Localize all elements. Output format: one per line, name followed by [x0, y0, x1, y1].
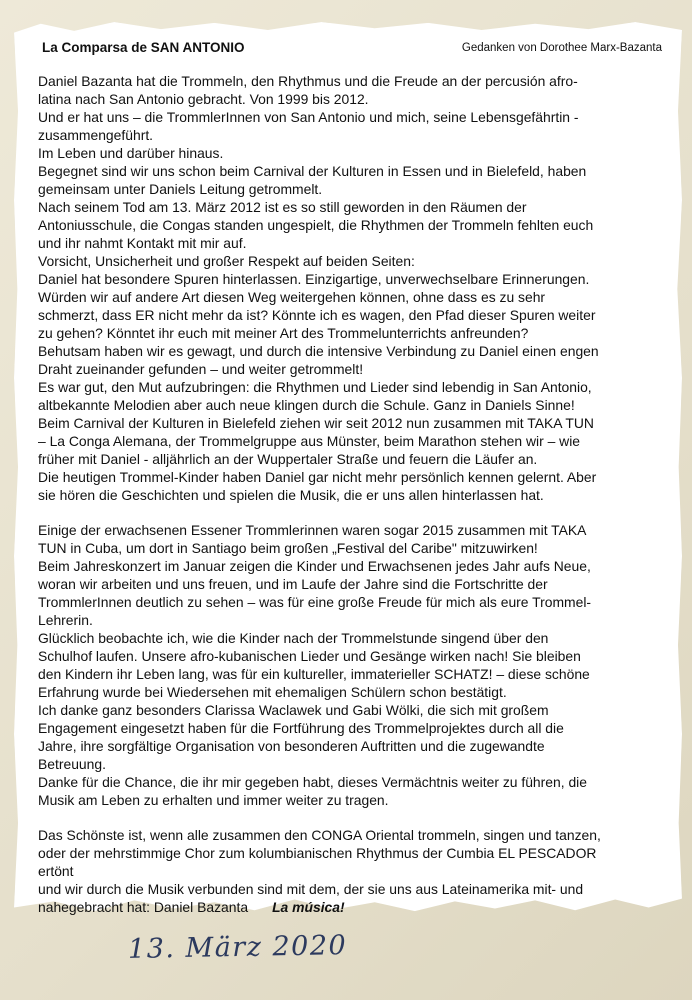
text-line: Engagement eingesetzt haben für die Fortführung des Trommelprojektes durch all die	[38, 720, 564, 736]
paragraph-gap	[38, 504, 668, 521]
text-line: oder der mehrstimmige Chor zum kolumbianischen Rhythmus der Cumbia EL PESCADOR	[38, 845, 597, 861]
text-line: Daniel hat besondere Spuren hinterlassen. Einzigartige, unverwechselbare Erinnerungen.	[38, 271, 590, 287]
text-line: sie hören die Geschichten und spielen die Musik, die er uns allen hinterlassen hat.	[38, 487, 544, 503]
text-line: Begegnet sind wir uns schon beim Carnival der Kulturen in Essen und in Bielefeld, haben	[38, 163, 587, 179]
text-line: Erfahrung wurde bei Wiedersehen mit ehemaligen Schülern schon bestätigt.	[38, 684, 507, 700]
text-line: Beim Jahreskonzert im Januar zeigen die Kinder und Erwachsenen jedes Jahr aufs Neue,	[38, 558, 591, 574]
text-line: Musik am Leben zu erhalten und immer weiter zu tragen.	[38, 792, 389, 808]
text-line: – La Conga Alemana, der Trommelgruppe aus Münster, beim Marathon stehen wir – wie	[38, 433, 581, 449]
body-text	[38, 72, 668, 916]
text-line: zu gehen? Könntet ihr euch mit meiner Art des Trommelunterrichts anfreunden?	[38, 325, 529, 341]
text-line: zusammengeführt.	[38, 127, 154, 143]
text-line: woran wir arbeiten und uns freuen, und im Laufe der Jahre sind die Fortschritte der	[38, 576, 548, 592]
text-line: Lehrerin.	[38, 612, 93, 628]
text-line: gemeinsam unter Daniels Leitung getrommelt.	[38, 181, 323, 197]
text-line: Betreuung.	[38, 756, 106, 772]
closing-line-wrapper	[38, 898, 668, 916]
text-line: Antoniusschule, die Congas standen ungespielt, die Rhythmen der Trommeln fehlten euch	[38, 217, 594, 233]
paragraph-3	[38, 826, 668, 898]
closing-line: nahegebracht hat: Daniel Bazanta	[38, 899, 249, 915]
text-line: altbekannte Melodien aber auch neue klingen durch die Schule. Ganz in Daniels Sinne!	[38, 397, 575, 413]
text-line: Jahre, ihre sorgfältige Organisation von besonderen Auftritten und die zugewandte	[38, 738, 545, 754]
paragraph-gap	[38, 809, 668, 826]
text-line: ertönt	[38, 863, 74, 879]
text-line: Ich danke ganz besonders Clarissa Waclawek und Gabi Wölki, die sich mit großem	[38, 702, 549, 718]
text-line: Würden wir auf andere Art diesen Weg weitergehen können, ohne dass es zu sehr	[38, 289, 546, 305]
closing-emphasis: La música!	[272, 899, 345, 915]
text-line: Daniel Bazanta hat die Trommeln, den Rhythmus und die Freude an der percusión afro-	[38, 73, 578, 89]
paragraph-1	[38, 72, 668, 504]
document-header	[42, 40, 662, 58]
author-byline: Gedanken von Dorothee Marx-Bazanta	[461, 42, 662, 54]
text-line: Draht zueinander gefunden – und weiter getrommelt!	[38, 361, 364, 377]
text-line: TrommlerInnen deutlich zu sehen – was für eine große Freude für mich als eure Trommel-	[38, 594, 592, 610]
text-line: Nach seinem Tod am 13. März 2012 ist es so still geworden in den Räumen der	[38, 199, 527, 215]
text-line: Beim Carnival der Kulturen in Bielefeld ziehen wir seit 2012 nun zusammen mit TAKA TUN	[38, 415, 594, 431]
paragraph-2	[38, 521, 668, 809]
document-title: La Comparsa de SAN ANTONIO	[42, 40, 245, 55]
text-line: latina nach San Antonio gebracht. Von 1999 bis 2012.	[38, 91, 369, 107]
text-line: Es war gut, den Mut aufzubringen: die Rhythmen und Lieder sind lebendig in San Antonio,	[38, 379, 592, 395]
text-line: Vorsicht, Unsicherheit und großer Respekt auf beiden Seiten:	[38, 253, 415, 269]
text-line: Danke für die Chance, die ihr mir gegeben habt, dieses Vermächtnis weiter zu führen, die	[38, 774, 587, 790]
text-line: früher mit Daniel - alljährlich an der Wuppertaler Straße und feuern die Läufer an.	[38, 451, 538, 467]
text-line: und wir durch die Musik verbunden sind mit dem, der sie uns aus Lateinamerika mit- und	[38, 881, 584, 897]
text-line: und ihr nahmt Kontakt mit mir auf.	[38, 235, 247, 251]
text-line: Im Leben und darüber hinaus.	[38, 145, 224, 161]
text-line: Und er hat uns – die TrommlerInnen von San Antonio und mich, seine Lebensgefährtin -	[38, 109, 579, 125]
text-line: Die heutigen Trommel-Kinder haben Daniel gar nicht mehr persönlich kennen gelernt. Aber	[38, 469, 597, 485]
text-line: Schulhof laufen. Unsere afro-kubanischen Lieder und Gesänge wirken nach! Sie bleiben	[38, 648, 581, 664]
text-line: schmerzt, dass ER nicht mehr da ist? Könnte ich es wagen, den Pfad dieser Spuren weiter	[38, 307, 596, 323]
text-line: Einige der erwachsenen Essener Trommlerinnen waren sogar 2015 zusammen mit TAKA	[38, 522, 587, 538]
text-line: Das Schönste ist, wenn alle zusammen den CONGA Oriental trommeln, singen und tanzen,	[38, 827, 601, 843]
text-line: TUN in Cuba, um dort in Santiago beim großen „Festival del Caribe" mitzuwirken!	[38, 540, 538, 556]
text-line: Glücklich beobachte ich, wie die Kinder nach der Trommelstunde singend über den	[38, 630, 549, 646]
text-line: Behutsam haben wir es gewagt, und durch die intensive Verbindung zu Daniel einen engen	[38, 343, 599, 359]
text-line: den Kindern ihr Leben lang, was für ein kultureller, immaterieller SCHATZ! – diese schöne	[38, 666, 590, 682]
handwritten-date: 13. März 2020	[127, 930, 348, 965]
